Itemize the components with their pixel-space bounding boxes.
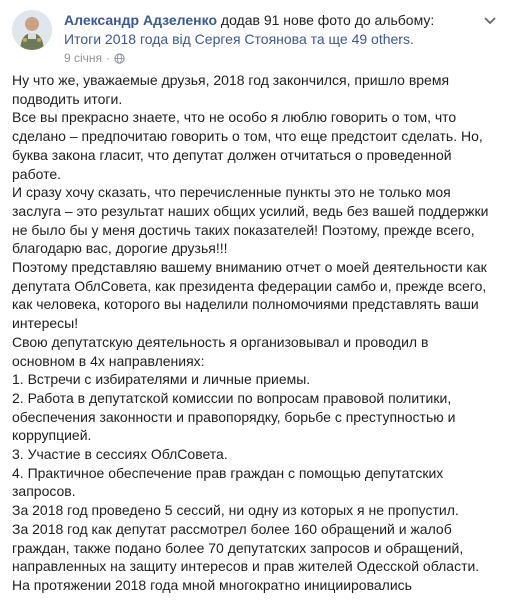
post-meta xyxy=(64,51,125,65)
post-paragraph: 4. Практичное обеспечение прав граждан с помощью депутатских запросов. xyxy=(12,464,444,500)
post-header-text xyxy=(64,11,464,49)
post-paragraph: Ну что же, уважаемые друзья, 2018 год закончился, пришло время подводить итоги. xyxy=(12,72,450,107)
post-body xyxy=(12,71,494,595)
globe-icon[interactable] xyxy=(114,53,125,64)
post-paragraph: 2. Работа в депутатской комиссии по вопросам правовой политики, обеспечения законности и правопорядку, борьбе с преступностью и коррупцией. xyxy=(12,389,456,444)
post-paragraph: За 2018 год проведено 5 сессий, ни одну из которых я не пропустил. xyxy=(12,502,459,519)
post-paragraph: И сразу хочу сказать, что перечисленные пункты это не только моя заслуга – это результат наших общих усилий, ведь без вашей поддержки не было бы у меня достичь таких показателей! Поэтому, прежде всего, благодарю вас, дорогие друзья!!! xyxy=(12,184,489,257)
post-header xyxy=(12,10,502,70)
post-paragraph: За 2018 год как депутат рассмотрел более 160 обращений и жалоб граждан, также подано более 70 депутатских запросов и обращений, направленных на защиту интересов и прав жителей Одесской области. xyxy=(12,520,480,575)
author-name[interactable]: Александр Адзеленко xyxy=(64,12,218,28)
post-paragraph: На протяжении 2018 года мной многократно инициировались xyxy=(12,576,412,593)
meta-separator: · xyxy=(106,51,111,65)
post-paragraph: 3. Участие в сессиях ОблСовета. xyxy=(12,446,228,463)
avatar-image xyxy=(12,10,52,50)
post-paragraph: 1. Встречи с избирателями и личные приемы. xyxy=(12,371,311,388)
post-date[interactable]: 9 січня xyxy=(64,51,103,65)
album-link[interactable]: Итоги 2018 года від Сергея Стоянова та ще 49 others. xyxy=(64,31,414,47)
chevron-down-icon[interactable] xyxy=(482,12,498,28)
post-action: додав 91 нове фото до альбому: xyxy=(217,12,435,28)
post-paragraph: Все вы прекрасно знаете, что не особо я люблю говорить о том, что сделано – предпочитаю говорить о том, что еще предстоит сделать. Но, буква закона гласит, что депутат должен отчитаться о проведенной работе. xyxy=(12,109,483,182)
post-paragraph: Свою депутатскую деятельность я организовывал и проводил в основном в 4х направлениях: xyxy=(12,333,429,369)
post-paragraph: Поэтому представляю вашему вниманию отчет о моей деятельности как депутата ОблСовета, как президента федерации самбо и, прежде всего, как человека, которого вы наделили полномочиями представлять ваши интересы! xyxy=(12,259,487,332)
avatar[interactable] xyxy=(12,10,52,50)
